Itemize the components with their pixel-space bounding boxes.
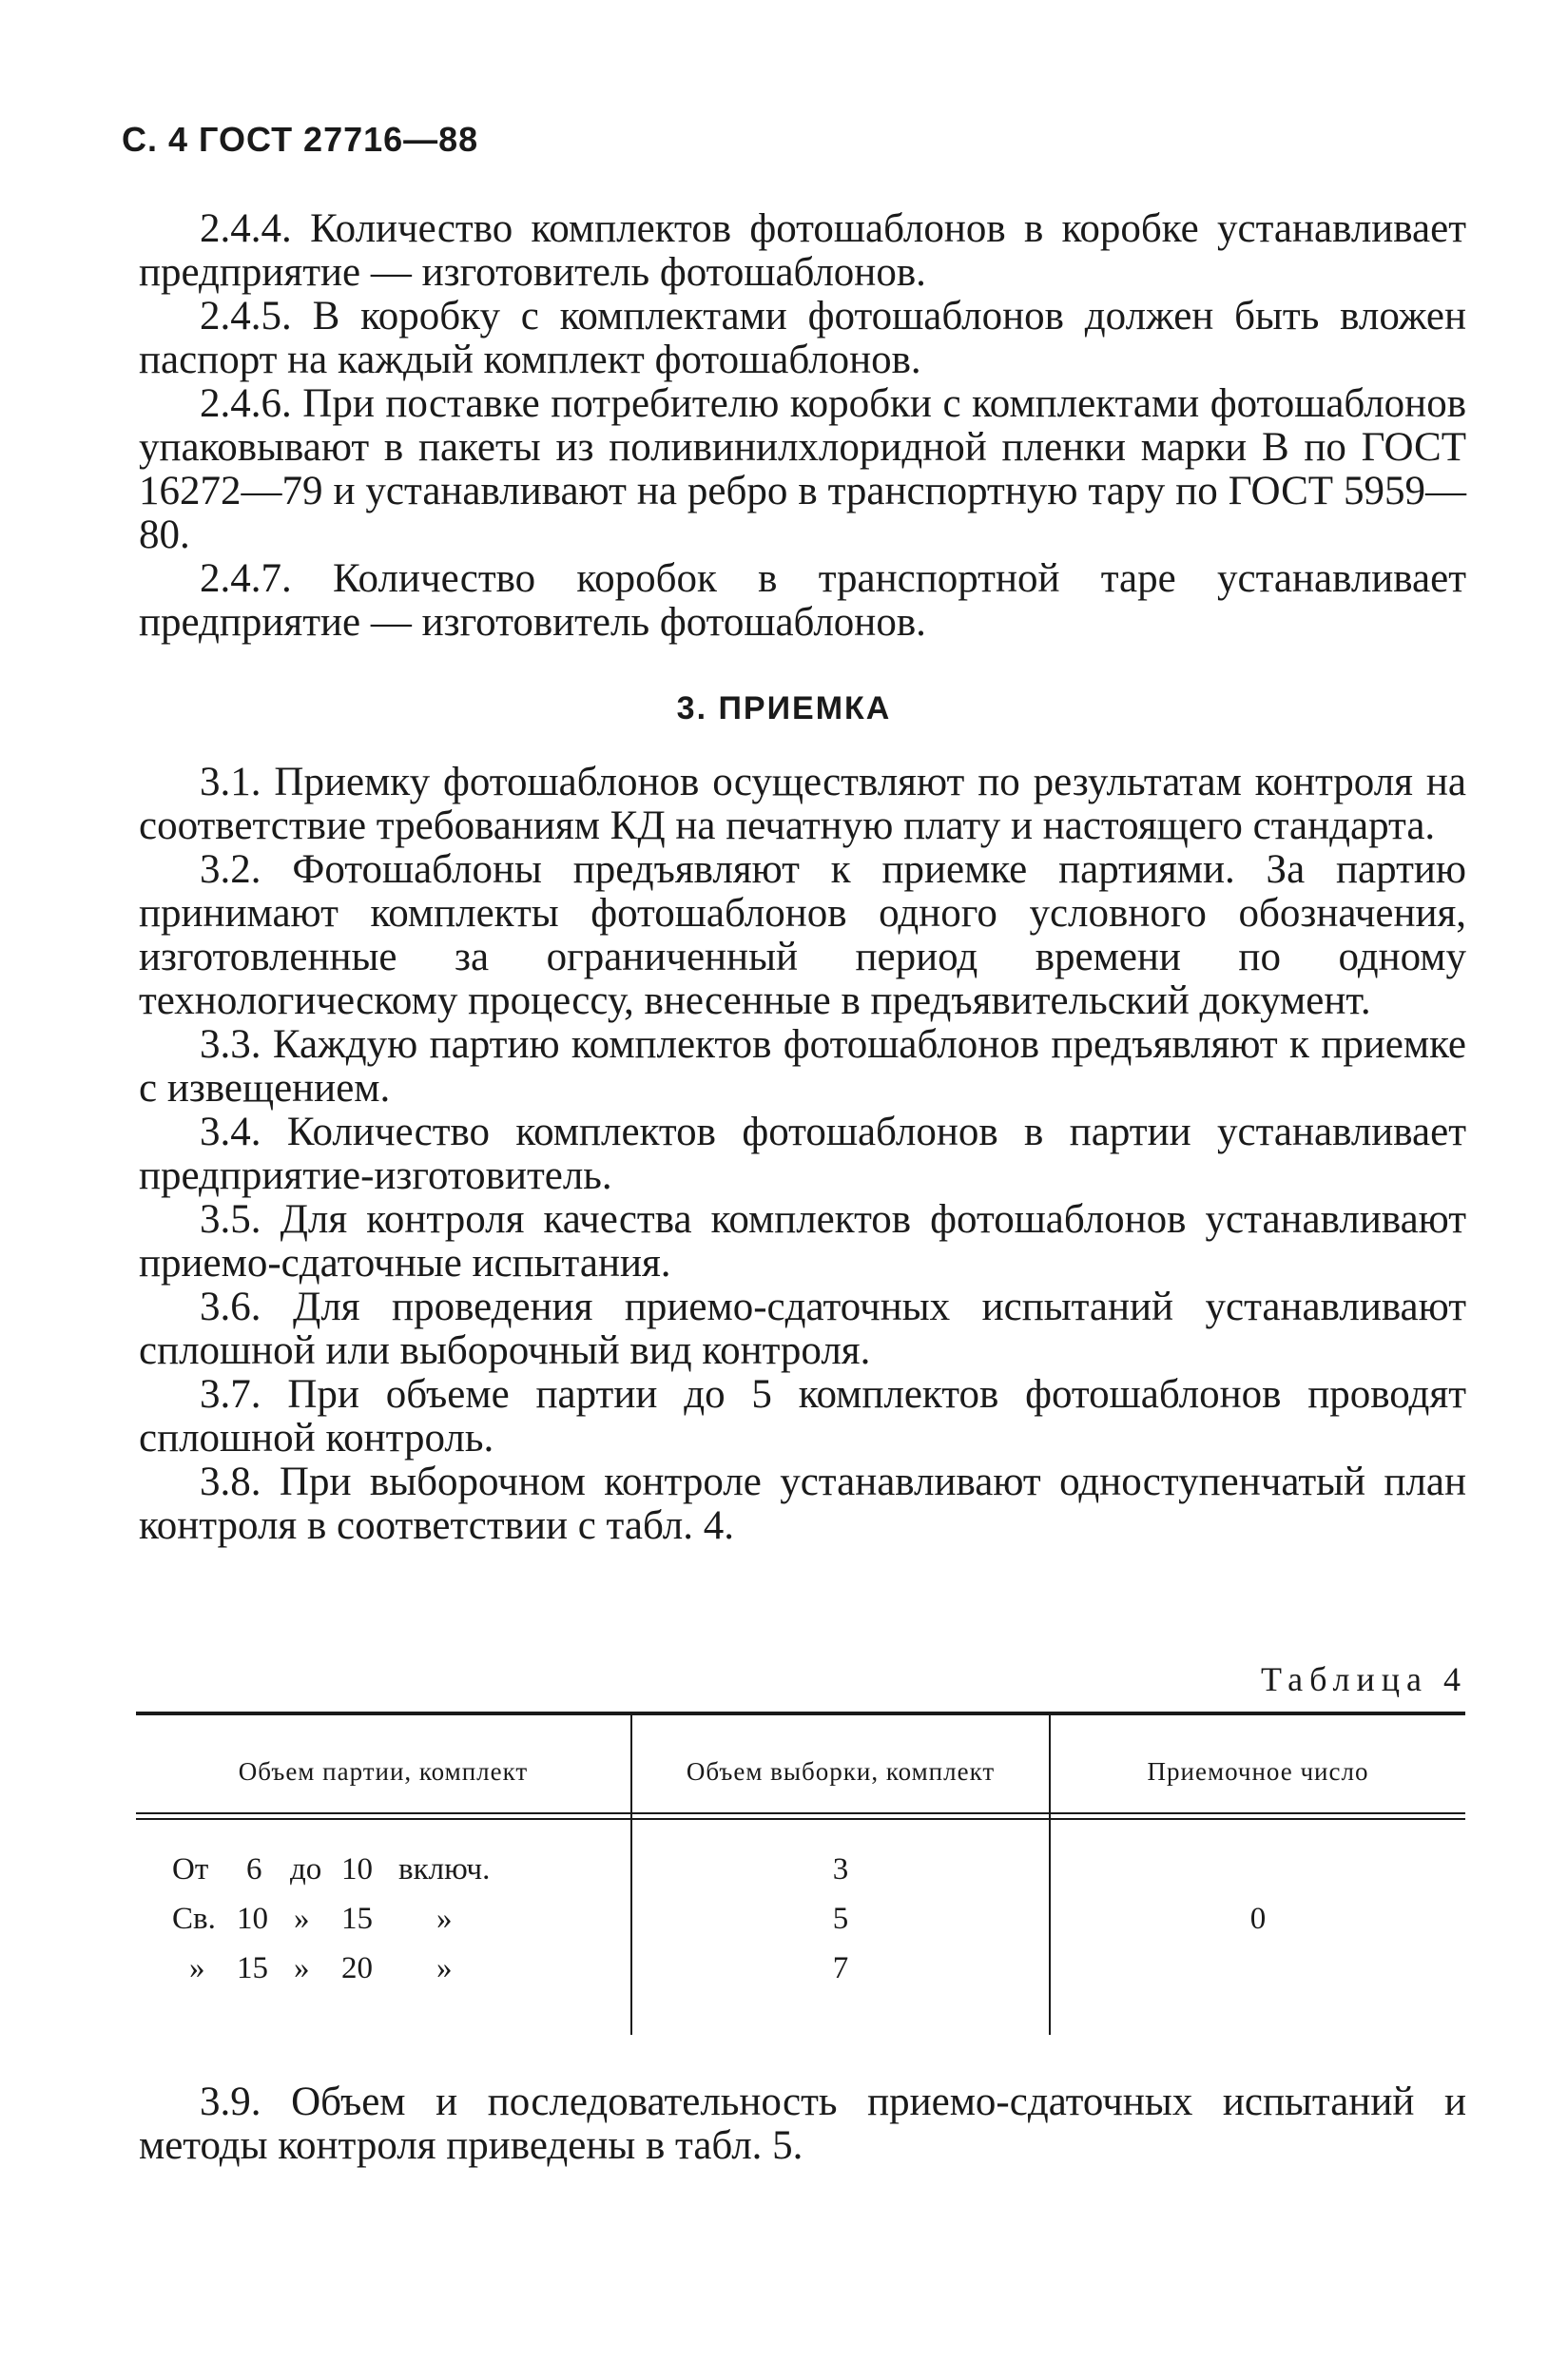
cell-suffix: включ.	[398, 1852, 491, 1887]
sample-size-cell: 5	[832, 1902, 849, 1936]
section-3-paragraphs	[139, 761, 1466, 1548]
section-3-9-paragraph	[139, 2080, 1466, 2168]
table-4	[136, 1712, 1465, 2035]
paragraph-3-4: 3.4. Количество комплектов фотошаблонов в партии устанавливает предприятие-изготовитель.	[139, 1110, 1466, 1198]
paragraph-2-4-6: 2.4.6. При поставке потребителю коробки с комплектами фотошаблонов упаковывают в пакеты из поливинилхлоридной пленки марки В по ГОСТ 16272—79 и устанавливают на ребро в транспортную тару по ГОСТ 5959—80.	[139, 381, 1466, 557]
cell-from: 6	[246, 1852, 262, 1887]
cell-word: »	[294, 1951, 310, 1985]
sample-size-cell: 3	[832, 1852, 849, 1887]
paragraph-2-4-5: 2.4.5. В коробку с комплектами фотошаблонов должен быть вложен паспорт на каждый комплект фотошаблонов.	[139, 294, 1466, 382]
paragraph-3-7: 3.7. При объеме партии до 5 комплектов фотошаблонов проводят сплошной контроль.	[139, 1372, 1466, 1461]
header-acceptance-number: Приемочное число	[1147, 1757, 1369, 1786]
table-caption: Таблица 4	[1261, 1660, 1467, 1698]
section-2-4-paragraphs	[139, 207, 1466, 645]
paragraph-3-9: 3.9. Объем и последовательность приемо-сдаточных испытаний и методы контроля приведены в табл. 5.	[139, 2080, 1466, 2168]
header-rule-double	[136, 1818, 1465, 1820]
cell-prefix: От	[172, 1852, 209, 1887]
cell-from: 15	[237, 1951, 268, 1985]
page-header: С. 4 ГОСТ 27716—88	[122, 120, 479, 159]
acceptance-number-cell: 0	[1249, 1902, 1267, 1936]
sample-size-cell: 7	[832, 1951, 849, 1985]
header-sample-size: Объем выборки, комплект	[686, 1757, 996, 1786]
cell-to: 20	[341, 1951, 373, 1985]
paragraph-2-4-4: 2.4.4. Количество комплектов фотошаблонов в коробке устанавливает предприятие — изготовитель фотошаблонов.	[139, 206, 1466, 295]
section-title-acceptance: 3. ПРИЕМКА	[676, 690, 892, 726]
paragraph-3-6: 3.6. Для проведения приемо-сдаточных испытаний устанавливают сплошной или выборочный вид контроля.	[139, 1285, 1466, 1373]
cell-suffix: »	[436, 1902, 453, 1936]
cell-from: 10	[237, 1902, 268, 1936]
paragraph-2-4-7: 2.4.7. Количество коробок в транспортной таре устанавливает предприятие — изготовитель фотошаблонов.	[139, 556, 1466, 645]
cell-word: »	[294, 1902, 310, 1936]
header-rule	[136, 1812, 1465, 1814]
table-top-rule	[136, 1712, 1465, 1715]
paragraph-3-8: 3.8. При выборочном контроле устанавливают одноступенчатый план контроля в соответствии с табл. 4.	[139, 1460, 1466, 1548]
header-lot-size: Объем партии, комплект	[238, 1757, 529, 1786]
cell-word: до	[290, 1852, 322, 1887]
paragraph-3-1: 3.1. Приемку фотошаблонов осуществляют по результатам контроля на соответствие требованиям КД на печатную плату и настоящего стандарта.	[139, 760, 1466, 848]
paragraph-3-3: 3.3. Каждую партию комплектов фотошаблонов предъявляют к приемке с извещением.	[139, 1022, 1466, 1111]
cell-to: 10	[341, 1852, 373, 1887]
cell-to: 15	[341, 1902, 373, 1936]
cell-prefix: »	[189, 1951, 205, 1985]
paragraph-3-5: 3.5. Для контроля качества комплектов фотошаблонов устанавливают приемо-сдаточные испытания.	[139, 1197, 1466, 1286]
paragraph-3-2: 3.2. Фотошаблоны предъявляют к приемке партиями. За партию принимают комплекты фотошаблонов одного условного обозначения, изготовленные за ограниченный период времени по одному технологическому процессу, внесенные в предъявительский документ.	[139, 847, 1466, 1023]
cell-prefix: Св.	[172, 1902, 216, 1936]
cell-suffix: »	[436, 1951, 453, 1985]
